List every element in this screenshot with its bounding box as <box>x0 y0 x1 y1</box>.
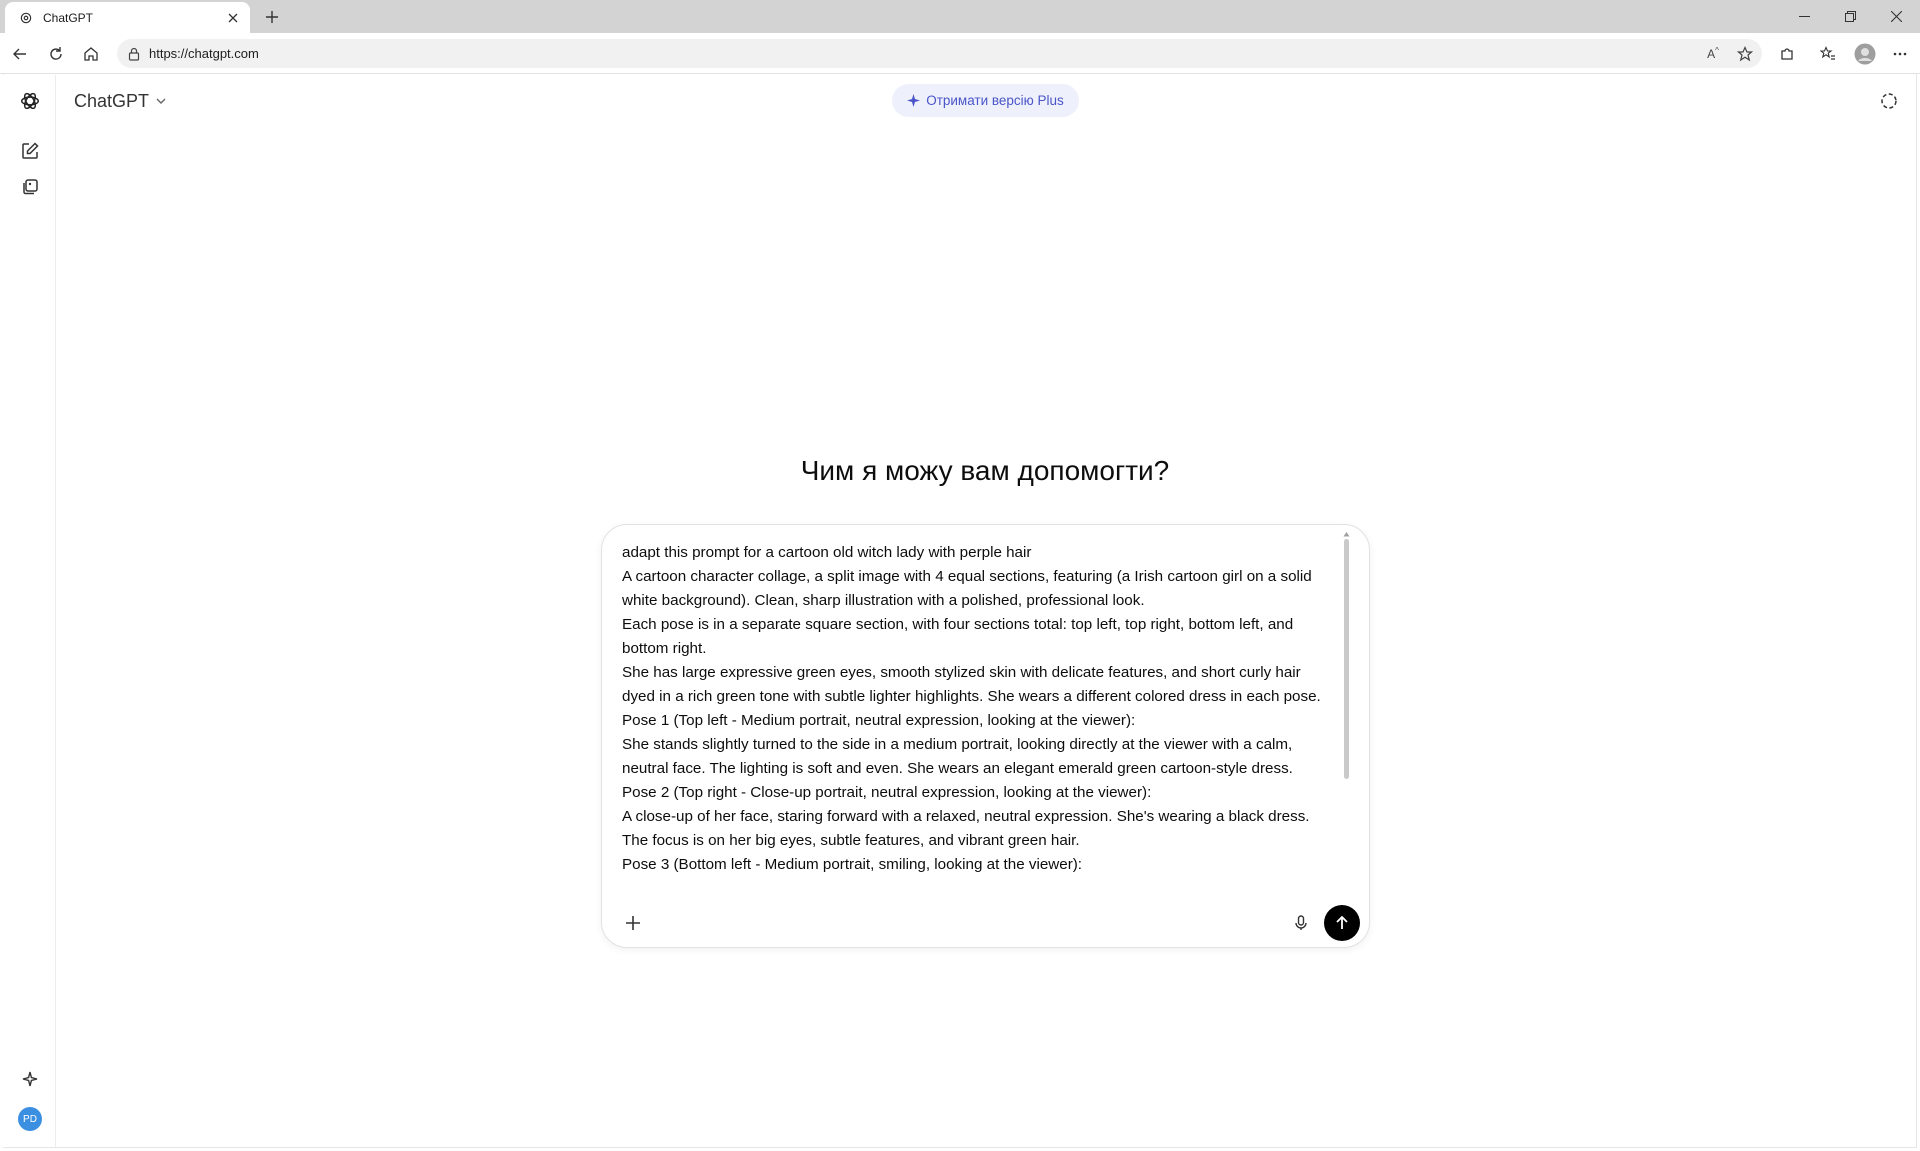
address-bar[interactable] <box>117 39 1762 68</box>
avatar[interactable]: PD <box>18 1107 42 1131</box>
favorites-button[interactable] <box>1813 39 1843 69</box>
composer-scrollbar[interactable] <box>1344 539 1349 779</box>
puzzle-icon <box>1779 46 1795 62</box>
prompt-line: A close-up of her face, staring forward with a relaxed, neutral expression. She's wearing a black dress. The focus is on her big eyes, subtle features, and vibrant green hair. <box>622 808 1310 849</box>
home-button[interactable] <box>76 39 106 69</box>
browser-tab-strip <box>0 0 1920 33</box>
restore-icon <box>1845 11 1856 22</box>
model-selector[interactable] <box>74 88 167 114</box>
voice-input-button[interactable] <box>1286 908 1316 938</box>
profile-button[interactable] <box>1850 39 1880 69</box>
prompt-line: She has large expressive green eyes, smooth stylized skin with delicate features, and short curly hair dyed in a rich green tone with subtle lighter highlights. She wears a different colored dress in each pose. <box>622 664 1321 705</box>
temporary-chat-button[interactable] <box>1876 88 1902 114</box>
page-title <box>0 455 1920 487</box>
chevron-down-icon <box>155 95 167 107</box>
tab-close-icon[interactable] <box>220 5 246 31</box>
read-aloud-icon: A^ <box>1707 46 1719 61</box>
prompt-line: A cartoon character collage, a split image with 4 equal sections, featuring (a Irish cartoon girl on a solid white background). Clean, sharp illustration with a polished, professional look. <box>622 568 1312 609</box>
extensions-button[interactable] <box>1772 39 1802 69</box>
reload-icon <box>48 46 64 62</box>
more-horizontal-icon <box>1892 46 1908 62</box>
star-icon <box>1737 46 1753 62</box>
address-url[interactable]: https://chatgpt.com <box>149 46 259 61</box>
page-title-text: Чим я можу вам допомогти? <box>800 455 1170 486</box>
prompt-line: Pose 2 (Top right - Close-up portrait, neutral expression, looking at the viewer): <box>622 784 1152 801</box>
settings-menu-button[interactable] <box>1885 39 1915 69</box>
arrow-left-icon <box>12 46 28 62</box>
prompt-line: She stands slightly turned to the side in a medium portrait, looking directly at the viewer with a calm, neutral face. The lighting is soft and even. She wears an elegant emerald green cartoon-style dress. <box>622 736 1293 777</box>
upgrade-plus-label: Отримати версію Plus <box>926 93 1064 108</box>
arrow-up-icon <box>1334 915 1350 931</box>
favorite-button[interactable] <box>1731 39 1759 68</box>
prompt-composer <box>601 524 1370 948</box>
restore-button[interactable] <box>1827 0 1873 33</box>
openai-logo-button[interactable] <box>16 87 44 115</box>
plus-icon <box>625 915 641 931</box>
browser-tab-active[interactable] <box>5 2 250 33</box>
prompt-line: Each pose is in a separate square section, with four sections total: top left, top right, bottom left, and bottom right. <box>622 616 1294 657</box>
explore-button[interactable] <box>16 1065 44 1093</box>
plus-icon <box>265 10 279 24</box>
openai-logo-icon <box>19 90 41 112</box>
prompt-textarea[interactable] <box>622 541 1334 887</box>
sparkle-icon <box>22 1071 38 1087</box>
prompt-line: Pose 3 (Bottom left - Medium portrait, smiling, looking at the viewer): <box>622 856 1083 873</box>
temporary-chat-icon <box>1880 92 1898 110</box>
sparkle-icon <box>907 94 920 107</box>
home-icon <box>83 46 99 62</box>
prompt-line: Pose 1 (Top left - Medium portrait, neutral expression, looking at the viewer): <box>622 712 1136 729</box>
upgrade-plus-button[interactable] <box>892 84 1079 117</box>
new-tab-button[interactable] <box>258 3 286 31</box>
add-attachment-button[interactable] <box>618 908 648 938</box>
tab-title: ChatGPT <box>43 10 94 25</box>
profile-avatar-icon <box>1854 43 1876 65</box>
minimize-icon <box>1799 11 1810 22</box>
new-chat-icon <box>21 142 39 160</box>
sidebar-rail <box>3 75 56 1147</box>
model-name: ChatGPT <box>74 90 150 111</box>
back-button[interactable] <box>5 39 35 69</box>
read-aloud-button[interactable] <box>1699 39 1727 68</box>
lock-icon[interactable] <box>127 47 141 61</box>
microphone-icon <box>1293 915 1309 931</box>
close-icon <box>1891 11 1902 22</box>
library-button[interactable] <box>16 173 44 201</box>
browser-toolbar <box>0 33 1920 74</box>
reload-button[interactable] <box>41 39 71 69</box>
scroll-up-arrow-icon[interactable] <box>1343 531 1350 537</box>
send-button[interactable] <box>1324 905 1360 941</box>
minimize-button[interactable] <box>1781 0 1827 33</box>
openai-favicon-icon <box>19 11 33 25</box>
new-chat-button[interactable] <box>16 137 44 165</box>
favorites-list-icon <box>1820 46 1836 62</box>
prompt-line: adapt this prompt for a cartoon old witch lady with perple hair <box>622 544 1032 561</box>
library-icon <box>21 178 39 196</box>
close-window-button[interactable] <box>1873 0 1919 33</box>
